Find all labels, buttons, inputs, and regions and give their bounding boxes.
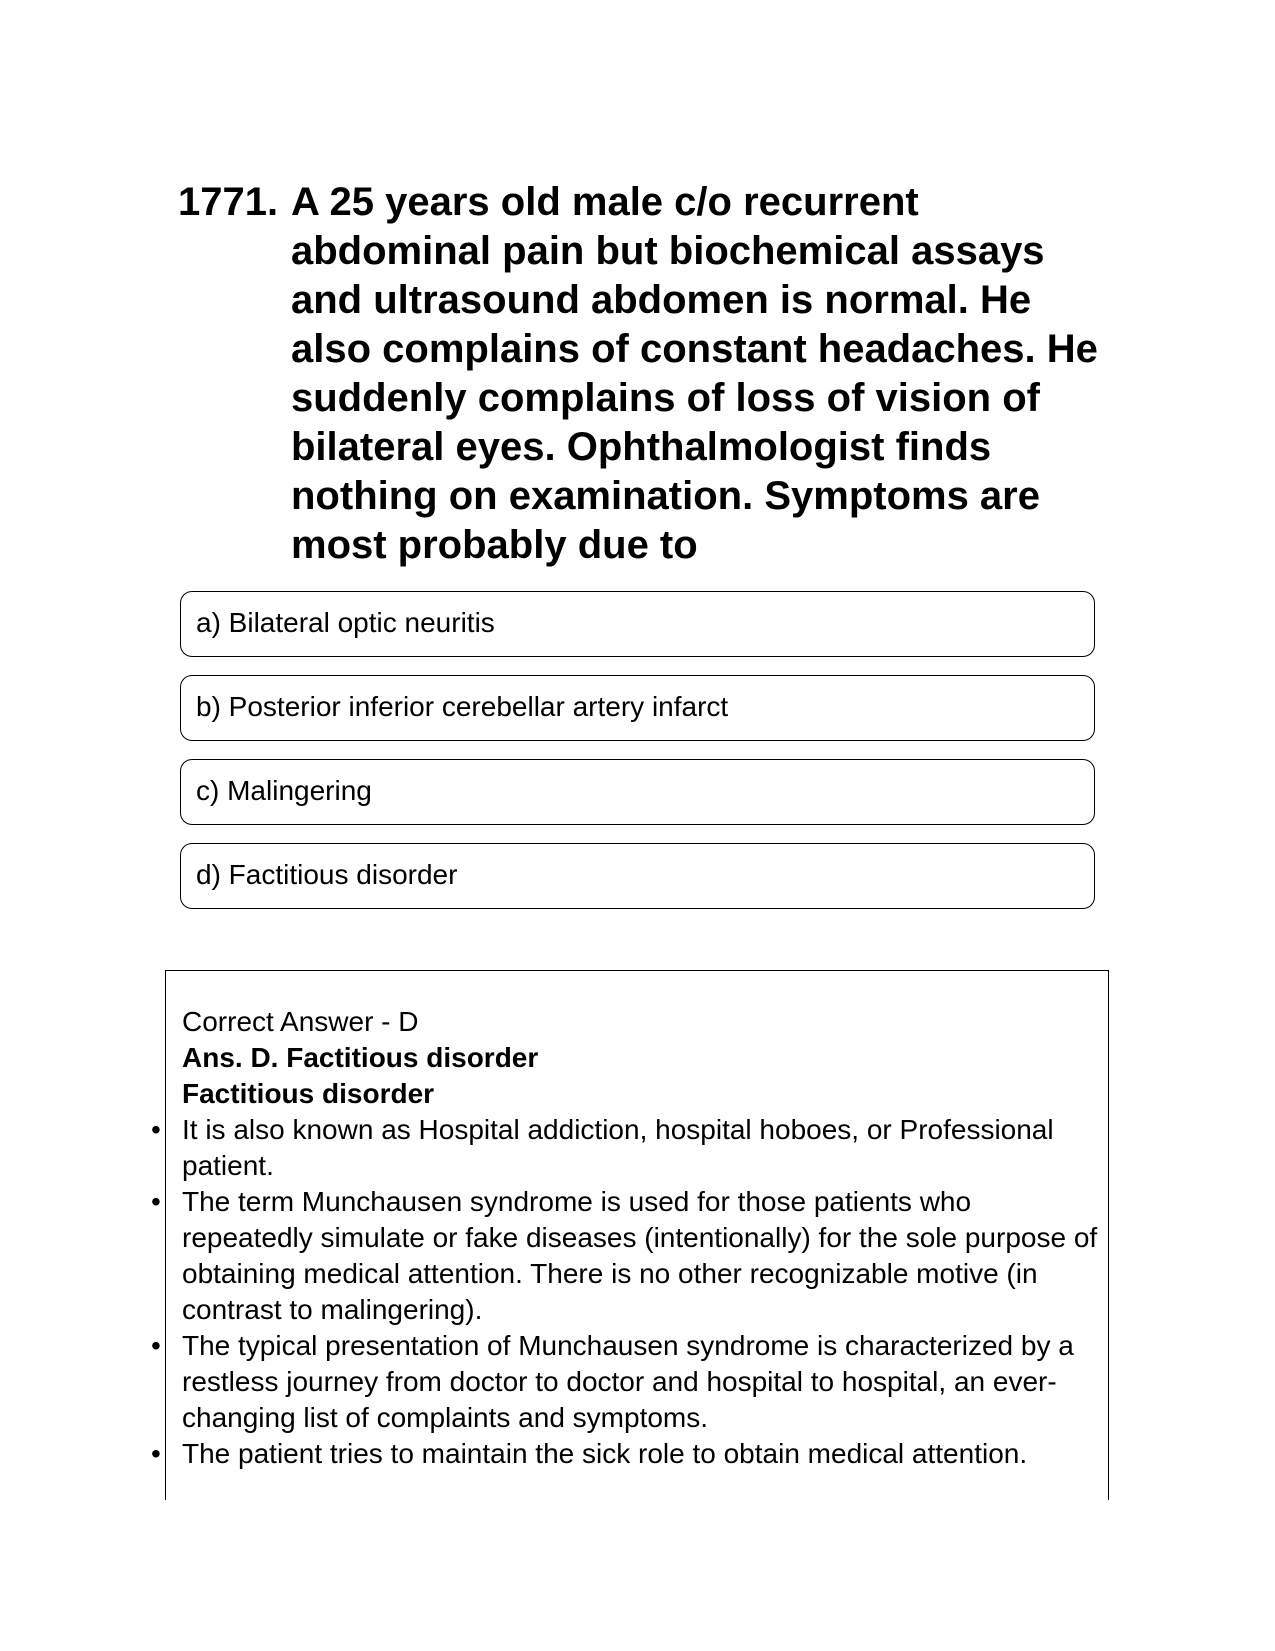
answer-explanation-box — [151, 970, 1109, 1500]
list-item-text: The typical presentation of Munchausen syndrome is characterized by a restless journey from doctor to doctor and hospital to hospital, an ever-changing list of complaints and symptoms. — [182, 1330, 1074, 1433]
answer-heading: Ans. D. Factitious disorder — [182, 1042, 539, 1073]
correct-answer-label: Correct Answer - D — [182, 1006, 419, 1037]
option-d[interactable]: d) Factitious disorder — [180, 843, 1095, 909]
option-c[interactable]: c) Malingering — [180, 759, 1095, 825]
bullet-icon: • — [151, 1186, 161, 1217]
bullet-icon: • — [151, 1114, 161, 1145]
list-item — [151, 1112, 1102, 1184]
question-number: 1771. — [178, 180, 279, 224]
list-item-text: The patient tries to maintain the sick role to obtain medical attention. — [182, 1438, 1028, 1469]
list-item — [151, 1328, 1102, 1436]
question — [178, 178, 1098, 570]
answer-topic: Factitious disorder — [182, 1078, 435, 1109]
list-item — [151, 1184, 1102, 1328]
list-item-text: It is also known as Hospital addiction, hospital hoboes, or Professional patient. — [182, 1114, 1054, 1181]
bullet-icon: • — [151, 1330, 161, 1361]
list-item — [151, 1436, 1102, 1472]
bullet-icon: • — [151, 1438, 161, 1469]
answer-content — [151, 1004, 1102, 1472]
option-b[interactable]: b) Posterior inferior cerebellar artery infarct — [180, 675, 1095, 741]
explanation-list — [151, 1112, 1102, 1472]
option-a[interactable]: a) Bilateral optic neuritis — [180, 591, 1095, 657]
question-text: A 25 years old male c/o recurrent abdominal pain but biochemical assays and ultrasound abdomen is normal. He also complains of constant headaches. He suddenly complains of loss of vision of bilateral eyes. Ophthalmologist finds nothing on examination. Symptoms are most probably due to — [291, 180, 1098, 567]
list-item-text: The term Munchausen syndrome is used for those patients who repeatedly simulate or fake diseases (intentionally) for the sole purpose of obtaining medical attention. There is no other recognizable motive (in contrast to malingering). — [182, 1186, 1098, 1325]
